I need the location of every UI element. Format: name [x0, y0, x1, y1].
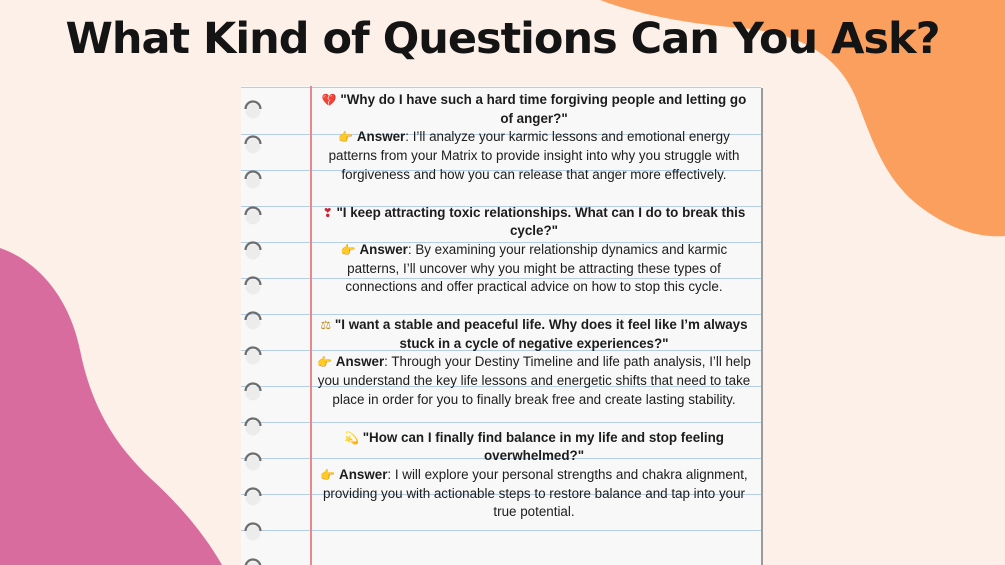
- binding-hole: [243, 558, 263, 565]
- question-text: 💫 "How can I finally find balance in my life and stop feeling overwhelmed?": [344, 429, 724, 464]
- binding-hole: [243, 170, 263, 190]
- answer-label: Answer: [356, 129, 406, 145]
- binding-hole: [243, 522, 263, 542]
- answer-text: 👉 Answer: Through your Destiny Timeline and life path analysis, I’ll help you understand the key life lessons and energetic shifts that need to take place in order for you to finally break free and create lasting stability.: [317, 354, 751, 407]
- question-text: ⚖ "I want a stable and peaceful life. Why does it feel like I’m always stuck in a cycle of negative experiences?": [320, 317, 748, 351]
- qa-item: [315, 91, 753, 185]
- binding-hole: [243, 382, 263, 402]
- answer-text: 👉 Answer: I’ll analyze your karmic lessons and emotional energy patterns from your Matrix to provide insight into why you struggle with forgiveness and how you can release that anger more effectively.: [328, 129, 740, 182]
- binding-hole: [243, 276, 263, 296]
- shooting-star-icon: 💫: [344, 430, 359, 445]
- binding-hole: [243, 311, 263, 331]
- binding-hole: [243, 100, 263, 120]
- answer-text: 👉 Answer: I will explore your personal strengths and chakra alignment, providing you with actionable steps to restore balance and tap into your true potential.: [320, 466, 748, 520]
- pointing-hand-icon: 👉: [317, 355, 333, 370]
- balance-scale-icon: ⚖: [320, 318, 332, 333]
- binding-hole: [243, 417, 263, 437]
- pointing-hand-icon: 👉: [338, 130, 354, 145]
- binding-hole: [243, 135, 263, 155]
- answer-label: Answer: [335, 354, 385, 370]
- question-text: 💔 "Why do I have such a hard time forgiving people and letting go of anger?": [321, 92, 747, 126]
- pointing-hand-icon: 👉: [320, 467, 336, 482]
- answer-label: Answer: [359, 241, 408, 257]
- heart-exclamation-icon: ❣: [322, 205, 333, 220]
- notebook-paper: [241, 86, 761, 565]
- binding-hole: [243, 206, 263, 226]
- qa-item: [315, 316, 753, 410]
- binding-hole: [243, 346, 263, 366]
- page-title: What Kind of Questions Can You Ask?: [65, 14, 940, 64]
- binding-hole: [243, 241, 263, 261]
- binding-hole: [243, 452, 263, 472]
- answer-label: Answer: [339, 466, 388, 482]
- answer-text: 👉 Answer: By examining your relationship dynamics and karmic patterns, I’ll uncover why you might be attracting these types of connections and offer practical advice on how to stop this cycle.: [340, 241, 728, 295]
- qa-item: [315, 204, 753, 298]
- qa-list: [315, 91, 753, 541]
- qa-item: [315, 429, 753, 523]
- broken-heart-icon: 💔: [321, 93, 337, 107]
- pointing-hand-icon: 👉: [340, 242, 356, 257]
- binding-hole: [243, 487, 263, 507]
- question-text: ❣ "I keep attracting toxic relationships. What can I do to break this cycle?": [322, 204, 746, 239]
- margin-line: [310, 86, 312, 565]
